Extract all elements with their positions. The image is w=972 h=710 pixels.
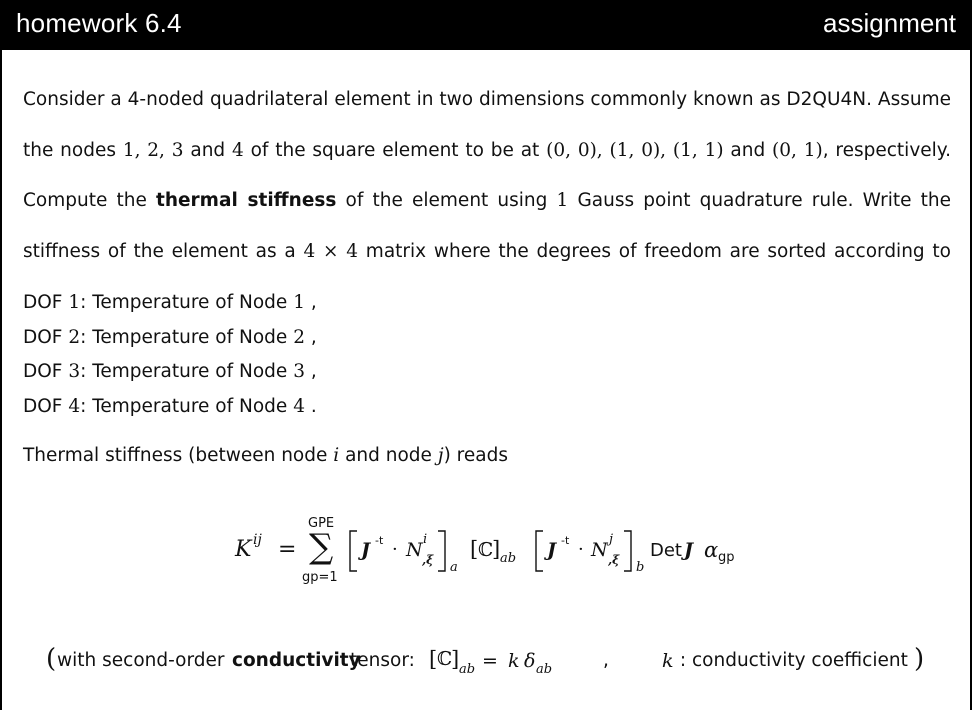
matrix-dimension: 4 × 4	[303, 240, 359, 262]
problem-paragraph	[23, 82, 951, 284]
eq-lbracket: [	[470, 537, 479, 561]
stiffness-intro	[23, 438, 951, 474]
eq-jacobian-1-sup: -t	[375, 534, 384, 547]
line-2-text-c: , respectively.	[822, 139, 951, 161]
dof-prefix: DOF	[23, 361, 69, 382]
thermal-stiffness-bold: thermal stiffness	[156, 190, 337, 211]
eq-det: Det	[650, 540, 682, 561]
note-rbracket: ]	[451, 647, 460, 671]
note-delta-sub: ab	[536, 662, 553, 677]
node-j: j	[437, 445, 444, 466]
eq-sum-symbol: ∑	[309, 527, 334, 567]
note-equals: =	[476, 650, 504, 672]
dof-node: 2	[293, 326, 305, 348]
dof-label: : Temperature of Node	[80, 395, 294, 417]
eq-shape-fn-i-sub: ,ξ	[422, 553, 434, 567]
note-conductivity-bold: conductivity	[232, 650, 361, 671]
eq-jacobian-1: J	[361, 539, 370, 561]
line-3-text-c: Gauss point quadrature rule. Write the	[568, 190, 951, 211]
eq-shape-fn-j-sup: j	[609, 532, 614, 547]
line-2-and-2: and	[723, 139, 773, 161]
reads-text-b: and node	[339, 445, 438, 466]
conductivity-note	[46, 644, 946, 680]
dof-label: : Temperature of Node	[80, 292, 294, 313]
homework-title: homework 6.4	[16, 8, 182, 38]
eq-sub-b: b	[636, 560, 645, 575]
line-1-text: Consider a 4-noded quadrilateral element in two dimensions commonly known as D2QU4N. Assume	[23, 89, 951, 110]
left-bracket-icon	[348, 530, 358, 572]
dof-prefix: DOF	[23, 395, 69, 417]
line-3-text-b: of the element using	[336, 190, 557, 211]
eq-shape-fn-i: N	[406, 539, 423, 561]
paragraph-line-2	[23, 133, 951, 184]
dof-end: ,	[304, 361, 317, 382]
eq-shape-fn-j-sub: ,ξ	[608, 553, 620, 567]
eq-dot-2: ·	[578, 539, 584, 560]
note-k2: k	[662, 650, 674, 672]
line-3-text-a: Compute the	[23, 190, 156, 211]
eq-dot-1: ·	[392, 539, 398, 560]
right-bracket-icon	[437, 530, 447, 572]
assignment-label: assignment	[823, 8, 956, 38]
dof-item	[23, 321, 951, 356]
dof-node: 3	[293, 361, 305, 382]
dof-list	[23, 286, 951, 424]
node-coordinates: (0, 0), (1, 0), (1, 1)	[546, 139, 724, 161]
line-4-text-a: stiffness of the element as a	[23, 240, 304, 262]
dof-label: : Temperature of Node	[80, 326, 294, 348]
note-comma: ,	[603, 650, 609, 671]
eq-lhs-sup: ij	[253, 532, 262, 548]
eq-alpha: α	[704, 538, 719, 562]
left-bracket-icon	[534, 530, 544, 572]
eq-jacobian-det: J	[684, 539, 693, 561]
dof-node: 4	[293, 395, 305, 417]
paragraph-line-4	[23, 234, 951, 285]
eq-jacobian-2: J	[547, 539, 556, 561]
dof-number: 4	[68, 395, 81, 417]
dof-label: : Temperature of Node	[80, 361, 294, 382]
dof-end: ,	[304, 326, 317, 348]
line-4-text-b: matrix where the degrees of freedom are sorted according to	[358, 240, 951, 262]
note-conductivity-symbol: ℂ	[437, 648, 453, 670]
dof-prefix: DOF	[23, 292, 69, 313]
eq-sum-lower: gp=1	[302, 570, 338, 585]
paragraph-line-3	[23, 183, 951, 234]
dof-item	[23, 390, 951, 425]
note-lbracket: [	[429, 647, 438, 671]
node-i: i	[333, 445, 340, 466]
right-bracket-icon	[623, 530, 633, 572]
eq-shape-fn-i-sup: i	[423, 532, 428, 547]
note-open-paren: (	[46, 644, 57, 674]
paragraph-line-1	[23, 82, 951, 133]
eq-sub-a: a	[450, 560, 458, 575]
gauss-point-count: 1	[556, 190, 569, 211]
header-bar	[0, 0, 972, 50]
problem-statement	[23, 82, 951, 474]
eq-alpha-sub: gp	[718, 550, 735, 565]
line-2-text-b: of the square element to be at	[243, 139, 547, 161]
note-text-with: with second-order	[57, 650, 225, 671]
reads-text-a: Thermal stiffness (between node	[23, 445, 334, 466]
node-numbers: 1, 2, 3	[122, 139, 184, 161]
stiffness-equation	[230, 512, 790, 592]
dof-node: 1	[293, 292, 305, 313]
eq-lhs-K: K	[235, 537, 252, 562]
note-k: k	[508, 650, 520, 672]
line-2-and: and	[183, 139, 232, 161]
dof-end: ,	[304, 292, 317, 313]
note-close-paren: )	[914, 644, 925, 674]
dof-item	[23, 355, 951, 390]
dof-prefix: DOF	[23, 326, 69, 348]
eq-shape-fn-j: N	[591, 539, 608, 561]
note-text-tensor: tensor:	[350, 650, 415, 671]
line-2-text-a: the nodes	[23, 139, 123, 161]
dof-end: .	[304, 395, 317, 417]
dof-number: 2	[68, 326, 81, 348]
eq-equals: =	[278, 537, 297, 562]
dof-number: 3	[68, 361, 81, 382]
dof-number: 1	[68, 292, 81, 313]
node-coordinate-last: (0, 1)	[772, 139, 823, 161]
node-four: 4	[231, 139, 244, 161]
reads-text-c: ) reads	[443, 445, 508, 466]
eq-jacobian-2-sup: -t	[561, 534, 570, 547]
eq-sum-upper: GPE	[308, 516, 335, 531]
note-coefficient: : conductivity coefficient	[674, 650, 908, 671]
eq-rbracket: ]	[492, 537, 501, 561]
dof-item	[23, 286, 951, 321]
eq-conductivity-sub: ab	[500, 551, 517, 566]
note-conductivity-sub: ab	[459, 662, 476, 677]
note-delta: δ	[524, 650, 536, 672]
eq-conductivity: ℂ	[478, 539, 494, 561]
